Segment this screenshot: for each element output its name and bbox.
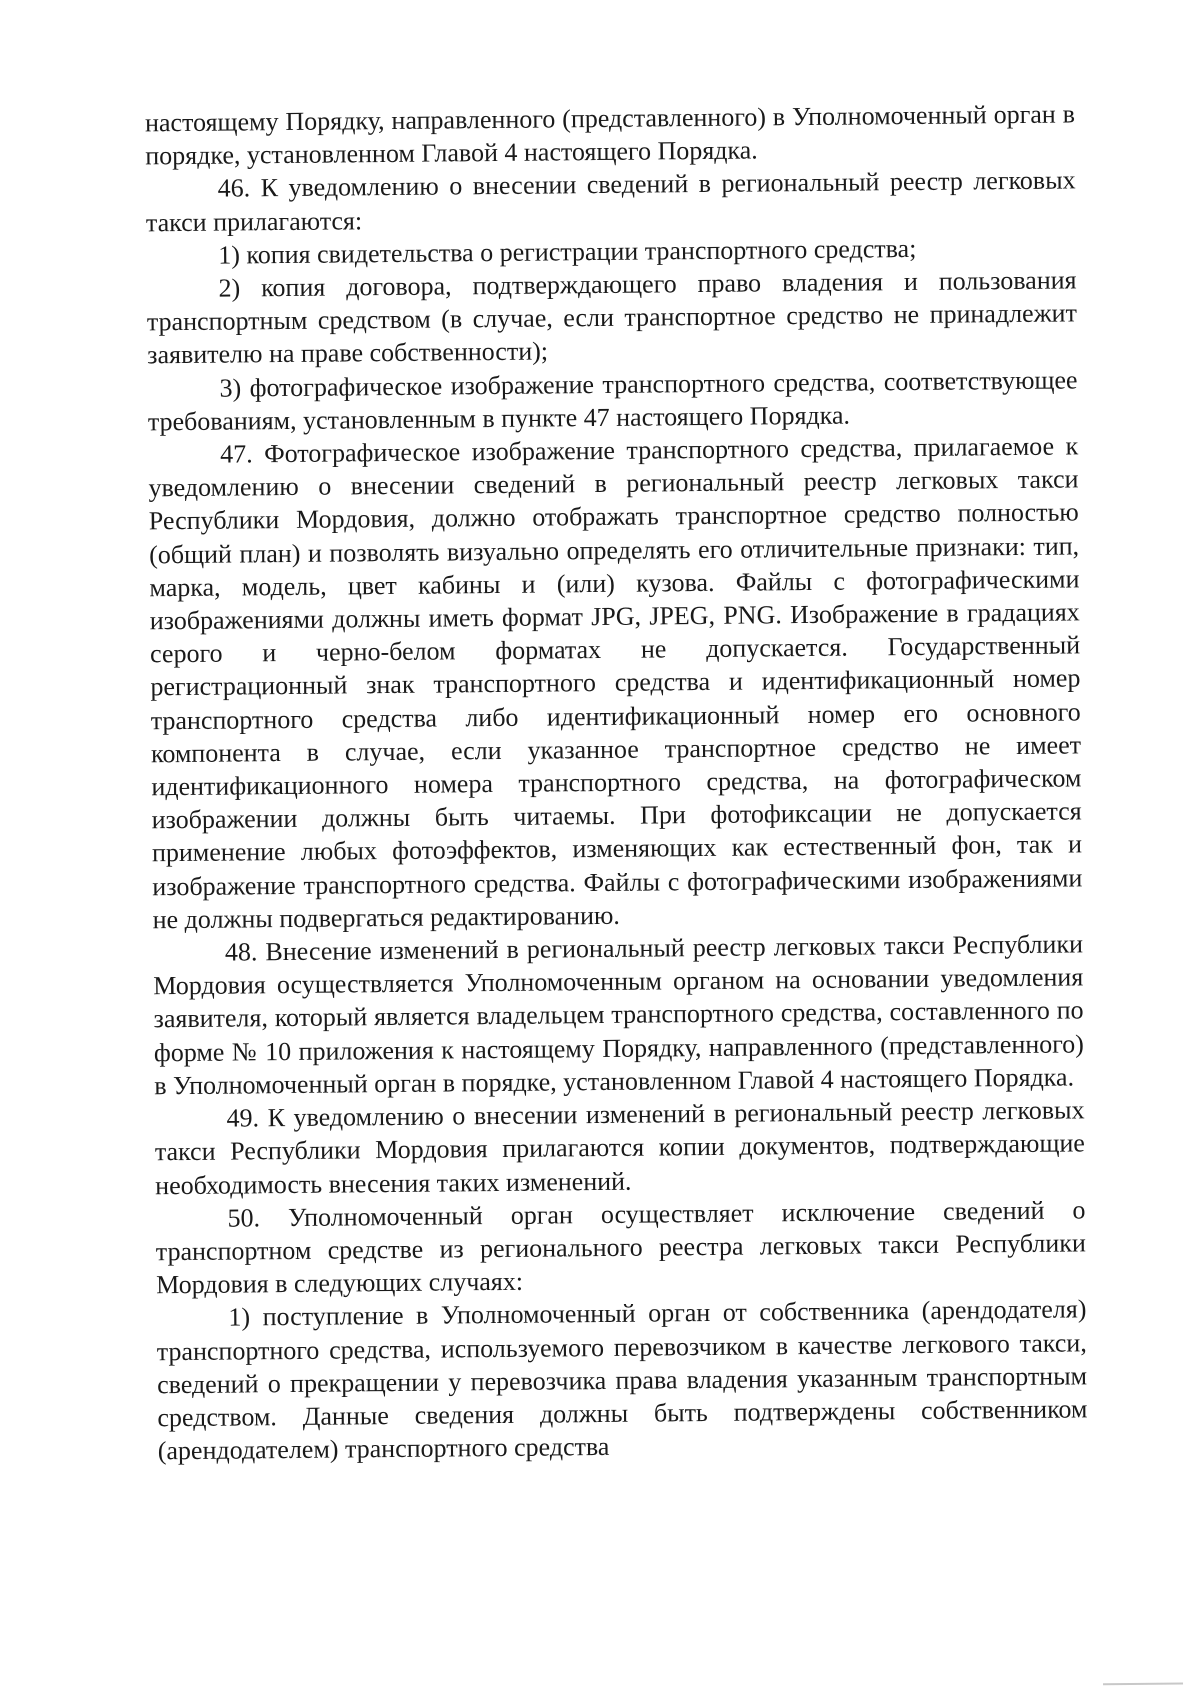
paragraph-50: 50. Уполномоченный орган осуществляет исключение сведений о транспортном средстве из регионального реестра легковых такси Республики Мордовия в следующих случаях:: [155, 1195, 1086, 1300]
paragraph-49: 49. К уведомлению о внесении изменений в региональный реестр легковых такси Республики Мордовия прилагаются копии документов, подтверждающие необходимость внесения таких изменений.: [154, 1095, 1085, 1200]
paragraph-50-item-1: 1) поступление в Уполномоченный орган от собственника (арендодателя) транспортного средства, используемого перевозчиком в качестве легкового такси, сведений о прекращении у перевозчика права владения указанным транспортным средством. Данные сведения должны быть подтверждены собственником (арендодателем) транспортного средства: [156, 1294, 1088, 1466]
paragraph-48: 48. Внесение изменений в региональный реестр легковых такси Республики Мордовия осуществляется Уполномоченным органом на основании уведомления заявителя, который является владельцем транспортного средства, составленного по форме № 10 приложения к настоящему Порядку, направленного (представленного) в Уполномоченный орган в порядке, установленном Главой 4 настоящего Порядка.: [153, 929, 1085, 1101]
paragraph-46-item-1: 1) копия свидетельства о регистрации транспортного средства;: [218, 233, 917, 270]
paragraph-47: 47. Фотографическое изображение транспортного средства, прилагаемое к уведомлению о внесении сведений в региональный реестр легковых такси Республики Мордовия, должно отображать транспортное средство полностью (общий план) и позволять визуально определять его отличительные признаки: тип, марка, модель, цвет кабины и (или) кузова. Файлы с фотографическими изображениями должны иметь формат JPG, JPEG, PNG. Изображение в градациях серого и черно-белом форматах не допускается. Государственный регистрационный знак транспортного средства и идентификационный номер транспортного средства либо идентификационный номер его основного компонента в случае, если указанное транспортное средство не имеет идентификационного номера транспортного средства, на фотографическом изображении должны быть читаемы. При фотофиксации не допускается применение любых фотоэффектов, изменяющих как естественный фон, так и изображение транспортного средства. Файлы с фотографическими изображениями не должны подвергаться редактированию.: [148, 431, 1083, 935]
document-body: [145, 97, 1088, 1467]
paragraph-46: 46. К уведомлению о внесении сведений в региональный реестр легковых такси прилагаются:: [145, 165, 1076, 237]
paragraph-46-item-3: 3) фотографическое изображение транспортного средства, соответствующее требованиям, установленным в пункте 47 настоящего Порядка.: [147, 365, 1078, 437]
paragraph-46-item-2: 2) копия договора, подтверждающего право владения и пользования транспортным средством (в случае, если транспортное средство не принадлежит заявителю на праве собственности);: [146, 265, 1078, 370]
scan-edge-mark: [1103, 1682, 1183, 1685]
paragraph-continuation: настоящему Порядку, направленного (представленного) в Уполномоченный орган в порядке, установленном Главой 4 настоящего Порядка.: [144, 99, 1076, 171]
